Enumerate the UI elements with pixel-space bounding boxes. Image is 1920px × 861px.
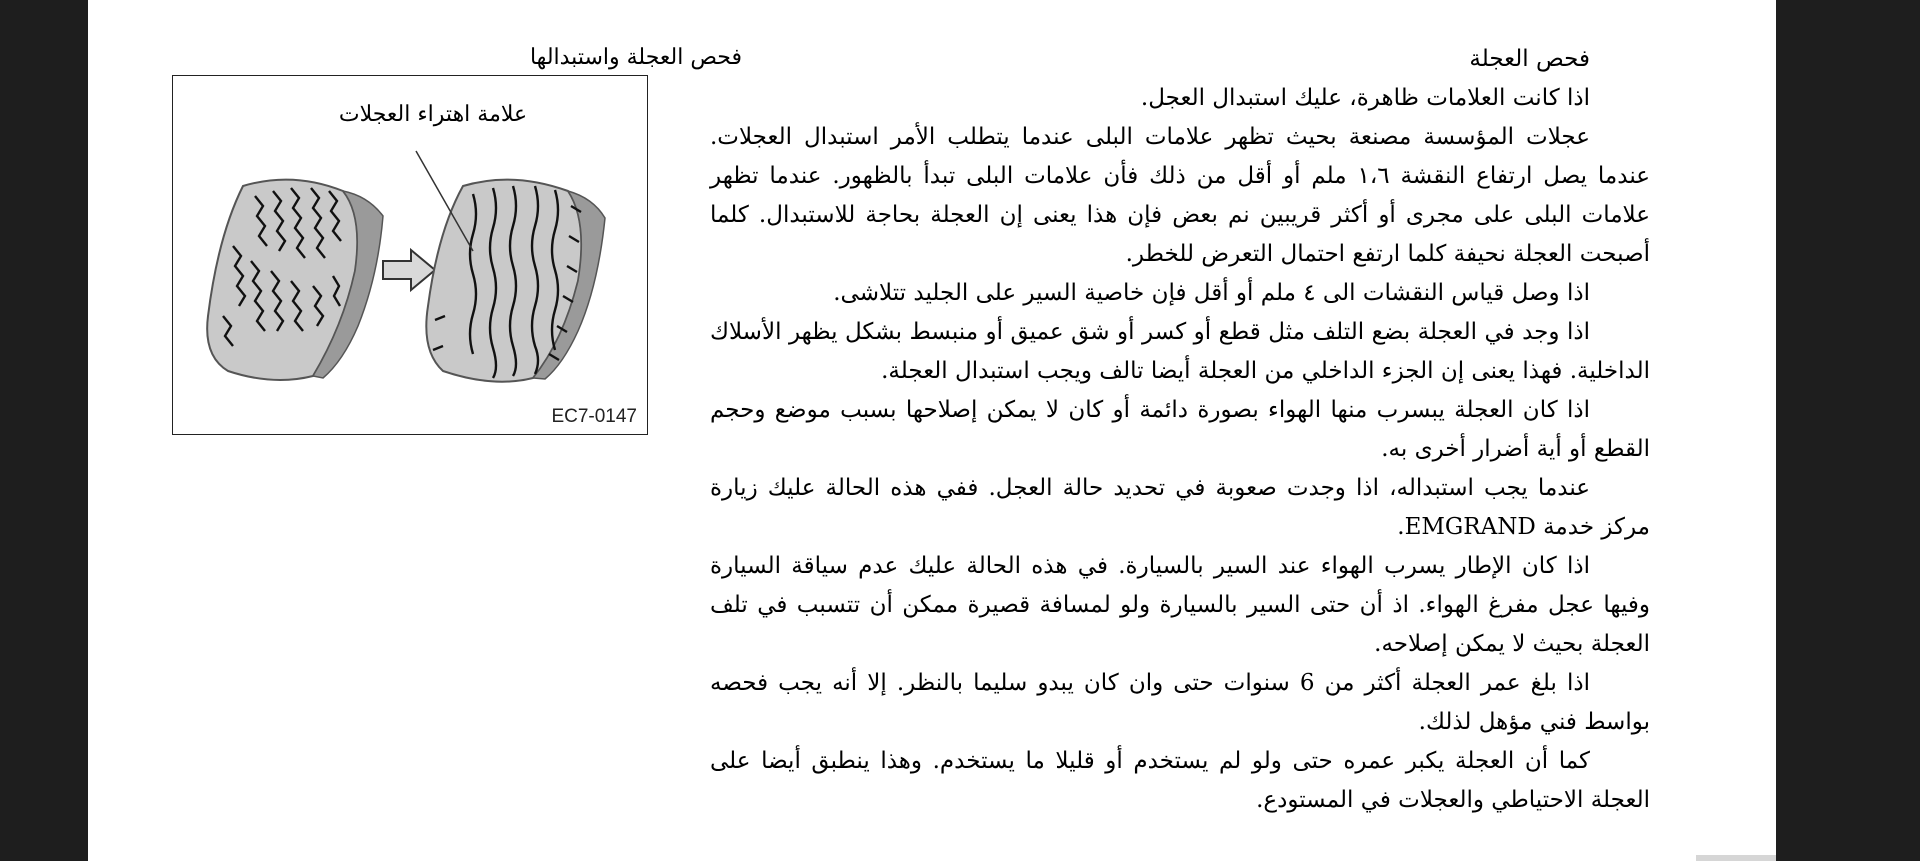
figure-code: EC7-0147 bbox=[551, 406, 637, 427]
paragraph: كما أن العجلة يكبر عمره حتى ولو لم يستخدم أو قليلا ما يستخدم. وهذا ينطبق أيضا على العجلة الاحتياطي والعجلات في المستودع. bbox=[710, 748, 1650, 813]
figure-section-heading: فحص العجلة واستبدالها bbox=[529, 45, 742, 70]
section-heading: فحص العجلة bbox=[1469, 46, 1590, 72]
tire-left-icon bbox=[207, 180, 383, 380]
wear-indicator-label: علامة اهتراء العجلات bbox=[338, 102, 528, 127]
tire-right-icon bbox=[426, 180, 605, 382]
scrollbar-thumb[interactable] bbox=[1696, 855, 1776, 861]
paragraph: اذا كان العجلة يبسرب منها الهواء بصورة دائمة أو كان لا يمكن إصلاحها بسبب موضع وحجم القطع أو أية أضرار أخرى به. bbox=[710, 397, 1650, 462]
paragraph: عندما يجب استبداله، اذا وجدت صعوبة في تحديد حالة العجل. ففي هذه الحالة عليك زيارة مركز خدمة EMGRAND. bbox=[710, 475, 1650, 540]
paragraph: عجلات المؤسسة مصنعة بحيث تظهر علامات البلى عندما يتطلب الأمر استبدال العجلات. عندما يصل ارتفاع النقشة ١،٦ ملم أو أقل من ذلك فأن علامات البلى تبدأ بالظهور. عندما تظهر علامات البلى على مجرى أو أكثر قريبين نم بعض فإن هذا يعنى إن العجلة بحاجة للاستبدال. كلما أصبحت العجلة نحيفة كلما ارتفع احتمال التعرض للخطر. bbox=[710, 124, 1650, 267]
main-text-column bbox=[710, 40, 1650, 820]
tire-wear-figure bbox=[172, 75, 648, 435]
document-page bbox=[88, 0, 1776, 861]
tire-wear-illustration bbox=[173, 76, 649, 436]
arrow-right-icon bbox=[383, 250, 435, 290]
paragraph: اذا وجد في العجلة بضع التلف مثل قطع أو كسر أو شق عميق أو منبسط بشكل يظهر الأسلاك الداخلية. فهذا يعنى إن الجزء الداخلي من العجلة أيضا تالف ويجب استبدال العجلة. bbox=[710, 319, 1650, 384]
paragraph: اذا كانت العلامات ظاهرة، عليك استبدال العجل. bbox=[1140, 85, 1590, 111]
paragraph: اذا كان الإطار يسرب الهواء عند السير بالسيارة. في هذه الحالة عليك عدم سياقة السيارة وفيها عجل مفرغ الهواء. اذ أن حتى السير بالسيارة ولو لمسافة قصيرة ممكن أن تتسبب في تلف العجلة بحيث لا يمكن إصلاحه. bbox=[710, 553, 1650, 657]
paragraph: اذا وصل قياس النقشات الى ٤ ملم أو أقل فإن خاصية السير على الجليد تتلاشى. bbox=[833, 280, 1590, 306]
paragraph: اذا بلغ عمر العجلة أكثر من 6 سنوات حتى وان كان يبدو سليما بالنظر. إلا أنه يجب فحصه بواسط فني مؤهل لذلك. bbox=[710, 670, 1650, 735]
